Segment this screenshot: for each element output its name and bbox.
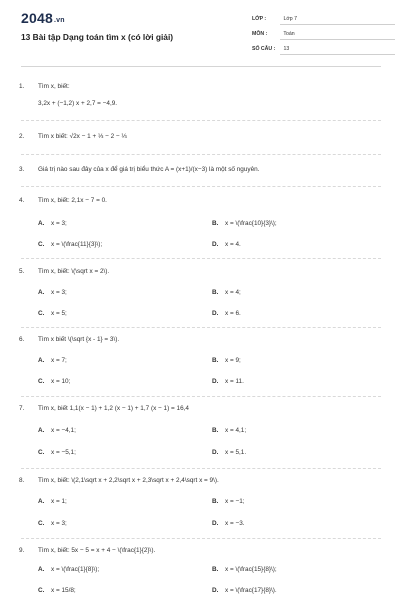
option-letter: A. — [38, 427, 45, 434]
option-letter: C. — [38, 378, 45, 385]
question-text: Tìm x, biết: — [38, 83, 70, 90]
meta-class-underline — [280, 24, 395, 25]
option-letter: B. — [212, 357, 219, 364]
option-value: x = 9; — [225, 357, 241, 364]
option-value: x = 3; — [51, 220, 67, 227]
option-value: x = 7; — [51, 357, 67, 364]
option-value: x = −1; — [225, 498, 245, 505]
option-c[interactable] — [38, 449, 76, 456]
option-value: x = −3. — [225, 520, 245, 527]
option-letter: D. — [212, 241, 219, 248]
option-letter: D. — [212, 378, 219, 385]
option-a[interactable] — [38, 220, 67, 227]
option-letter: C. — [38, 449, 45, 456]
question-1-equation: 3,2x + (−1,2) x + 2,7 = −4,9. — [38, 100, 118, 107]
option-d[interactable] — [212, 449, 246, 456]
question-separator — [21, 120, 381, 121]
question-separator — [21, 154, 381, 155]
question-number: 1. — [19, 83, 25, 90]
option-letter: B. — [212, 566, 219, 573]
option-value: x = 10; — [51, 378, 71, 385]
meta-count-label: SỐ CÂU : — [252, 46, 276, 52]
option-letter: B. — [212, 427, 219, 434]
question-number: 3. — [19, 166, 25, 173]
option-value: x = −4,1; — [51, 427, 76, 434]
question-separator — [21, 186, 381, 187]
option-letter: D. — [212, 449, 219, 456]
option-b[interactable] — [212, 498, 245, 505]
option-a[interactable] — [38, 427, 76, 434]
question-number: 5. — [19, 268, 25, 275]
question-text: Tìm x, biết 1,1(x − 1) + 1,2 (x − 1) + 1,7 (x − 1) = 16,4 — [38, 405, 189, 412]
option-value: x = 15/8; — [51, 587, 76, 594]
question-text: Tìm x biết: √2x − 1 + ⅓ − 2 − ⅓ — [38, 133, 127, 140]
option-value: x = −5,1; — [51, 449, 76, 456]
option-letter: B. — [212, 498, 219, 505]
option-b[interactable] — [212, 357, 241, 364]
option-value: x = \(\frac{10}{3}\); — [225, 220, 277, 227]
option-value: x = 3; — [51, 520, 67, 527]
question-number: 6. — [19, 336, 25, 343]
option-letter: A. — [38, 220, 45, 227]
question-number: 8. — [19, 477, 25, 484]
meta-count — [252, 46, 289, 52]
option-letter: A. — [38, 498, 45, 505]
question-text: Tìm x, biết: \(2,1\sqrt x + 2,2\sqrt x + 2,3\sqrt x + 2,4\sqrt x = 9\). — [38, 477, 219, 484]
option-c[interactable] — [38, 520, 67, 527]
logo-text: 2048 — [21, 10, 53, 26]
question-text: Tìm x, biết: 2,1x − 7 = 0. — [38, 197, 107, 204]
question-text: Tìm x, biết: \(\sqrt x = 2\). — [38, 268, 110, 275]
option-d[interactable] — [212, 520, 245, 527]
document-title: 13 Bài tập Dạng toán tìm x (có lời giải) — [21, 32, 174, 42]
meta-class-label: LỚP : — [252, 16, 267, 22]
option-value: x = 5; — [51, 310, 67, 317]
option-b[interactable] — [212, 220, 277, 227]
meta-subject-value: Toán — [283, 31, 295, 37]
meta-subject — [252, 31, 295, 37]
option-letter: D. — [212, 310, 219, 317]
header-divider — [21, 66, 381, 67]
option-value: x = 4; — [225, 289, 241, 296]
option-d[interactable] — [212, 378, 244, 385]
meta-class — [252, 16, 297, 22]
question-number: 7. — [19, 405, 25, 412]
option-letter: A. — [38, 566, 45, 573]
option-c[interactable] — [38, 241, 102, 248]
option-b[interactable] — [212, 427, 246, 434]
question-text: Tìm x biết \(\sqrt {x - 1} = 3\). — [38, 336, 120, 343]
option-value: x = \(\frac{11}{3}\); — [51, 241, 103, 248]
option-a[interactable] — [38, 289, 67, 296]
option-d[interactable] — [212, 587, 277, 594]
question-text: Tìm x, biết: 5x − 5 = x + 4 − \(\frac{1}{2}\). — [38, 547, 156, 554]
option-a[interactable] — [38, 566, 99, 573]
option-value: x = 4. — [225, 241, 241, 248]
option-letter: A. — [38, 357, 45, 364]
option-c[interactable] — [38, 587, 76, 594]
option-value: x = 5,1. — [225, 449, 247, 456]
option-value: x = 1; — [51, 498, 67, 505]
option-letter: D. — [212, 520, 219, 527]
meta-count-underline — [280, 54, 395, 55]
option-letter: C. — [38, 310, 45, 317]
option-value: x = 6. — [225, 310, 241, 317]
question-separator — [21, 468, 381, 469]
meta-count-value: 13 — [283, 46, 290, 52]
option-value: x = 3; — [51, 289, 67, 296]
option-c[interactable] — [38, 378, 70, 385]
option-letter: D. — [212, 587, 219, 594]
option-letter: C. — [38, 241, 45, 248]
option-letter: B. — [212, 220, 219, 227]
option-letter: C. — [38, 587, 45, 594]
question-number: 9. — [19, 547, 25, 554]
logo-suffix: .vn — [53, 17, 65, 24]
option-value: x = \(\frac{17}{8}\). — [225, 587, 277, 594]
document-header — [0, 0, 400, 66]
option-value: x = 4,1; — [225, 427, 247, 434]
option-value: x = \(\frac{15}{8}\); — [225, 566, 277, 573]
option-value: x = 11. — [225, 378, 244, 385]
question-text: Giá trị nào sau đây của x để giá trị biểu thức A = (x+1)/(x−3) là một số nguyên. — [38, 166, 260, 173]
meta-class-value: Lớp 7 — [283, 16, 297, 22]
question-separator — [21, 538, 381, 539]
option-d[interactable] — [212, 310, 241, 317]
question-number: 4. — [19, 197, 25, 204]
option-a[interactable] — [38, 498, 67, 505]
question-separator — [21, 327, 381, 328]
meta-subject-label: MÔN : — [252, 31, 268, 37]
question-separator — [21, 396, 381, 397]
option-letter: B. — [212, 289, 219, 296]
option-letter: C. — [38, 520, 45, 527]
option-a[interactable] — [38, 357, 67, 364]
option-b[interactable] — [212, 289, 241, 296]
option-d[interactable] — [212, 241, 241, 248]
option-b[interactable] — [212, 566, 277, 573]
option-letter: A. — [38, 289, 45, 296]
meta-subject-underline — [280, 39, 395, 40]
question-number: 2. — [19, 133, 25, 140]
option-c[interactable] — [38, 310, 67, 317]
option-value: x = \(\frac{1}{8}\); — [51, 566, 100, 573]
site-logo[interactable] — [21, 10, 65, 26]
question-separator — [21, 258, 381, 259]
